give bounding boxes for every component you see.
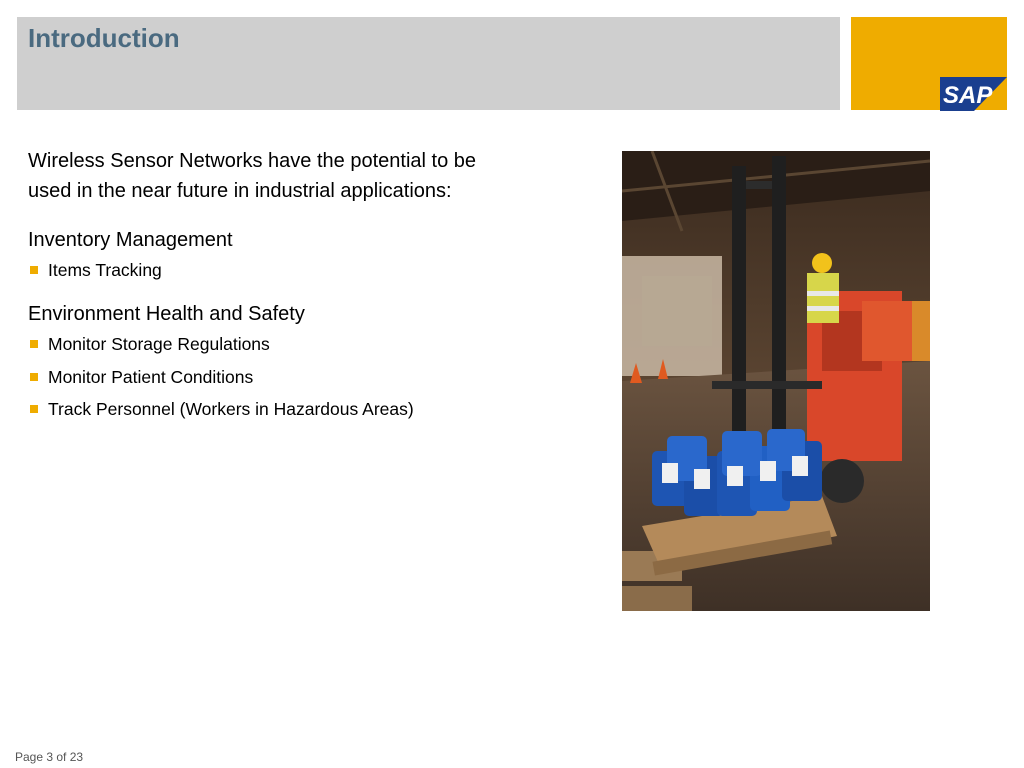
bullet-text: Track Personnel (Workers in Hazardous Areas) <box>48 399 414 419</box>
square-bullet-icon <box>30 266 38 274</box>
section-heading-ehs: Environment Health and Safety <box>28 303 305 325</box>
page-number: Page 3 of 23 <box>15 750 84 764</box>
slide-title: Introduction <box>28 23 180 53</box>
square-bullet-icon <box>30 373 38 381</box>
bullet-text: Monitor Storage Regulations <box>48 334 270 354</box>
bullet-list-inventory <box>28 259 498 281</box>
bullet-text: Items Tracking <box>48 260 162 280</box>
brand-block <box>851 17 1007 110</box>
bullet-item <box>28 333 498 355</box>
section-heading-inventory: Inventory Management <box>28 229 233 251</box>
forklift-photo <box>622 151 930 611</box>
square-bullet-icon <box>30 405 38 413</box>
bullet-list-ehs <box>28 333 498 420</box>
slide-body <box>28 146 498 440</box>
square-bullet-icon <box>30 340 38 348</box>
bullet-item <box>28 398 498 420</box>
bullet-item <box>28 366 498 388</box>
bullet-item <box>28 259 498 281</box>
sap-logo-text: SAP <box>943 82 993 109</box>
bullet-text: Monitor Patient Conditions <box>48 366 254 387</box>
sap-logo <box>940 77 1007 111</box>
intro-text: Wireless Sensor Networks have the potential to be used in the near future in industrial applications: <box>28 150 476 202</box>
title-bar <box>17 17 840 110</box>
